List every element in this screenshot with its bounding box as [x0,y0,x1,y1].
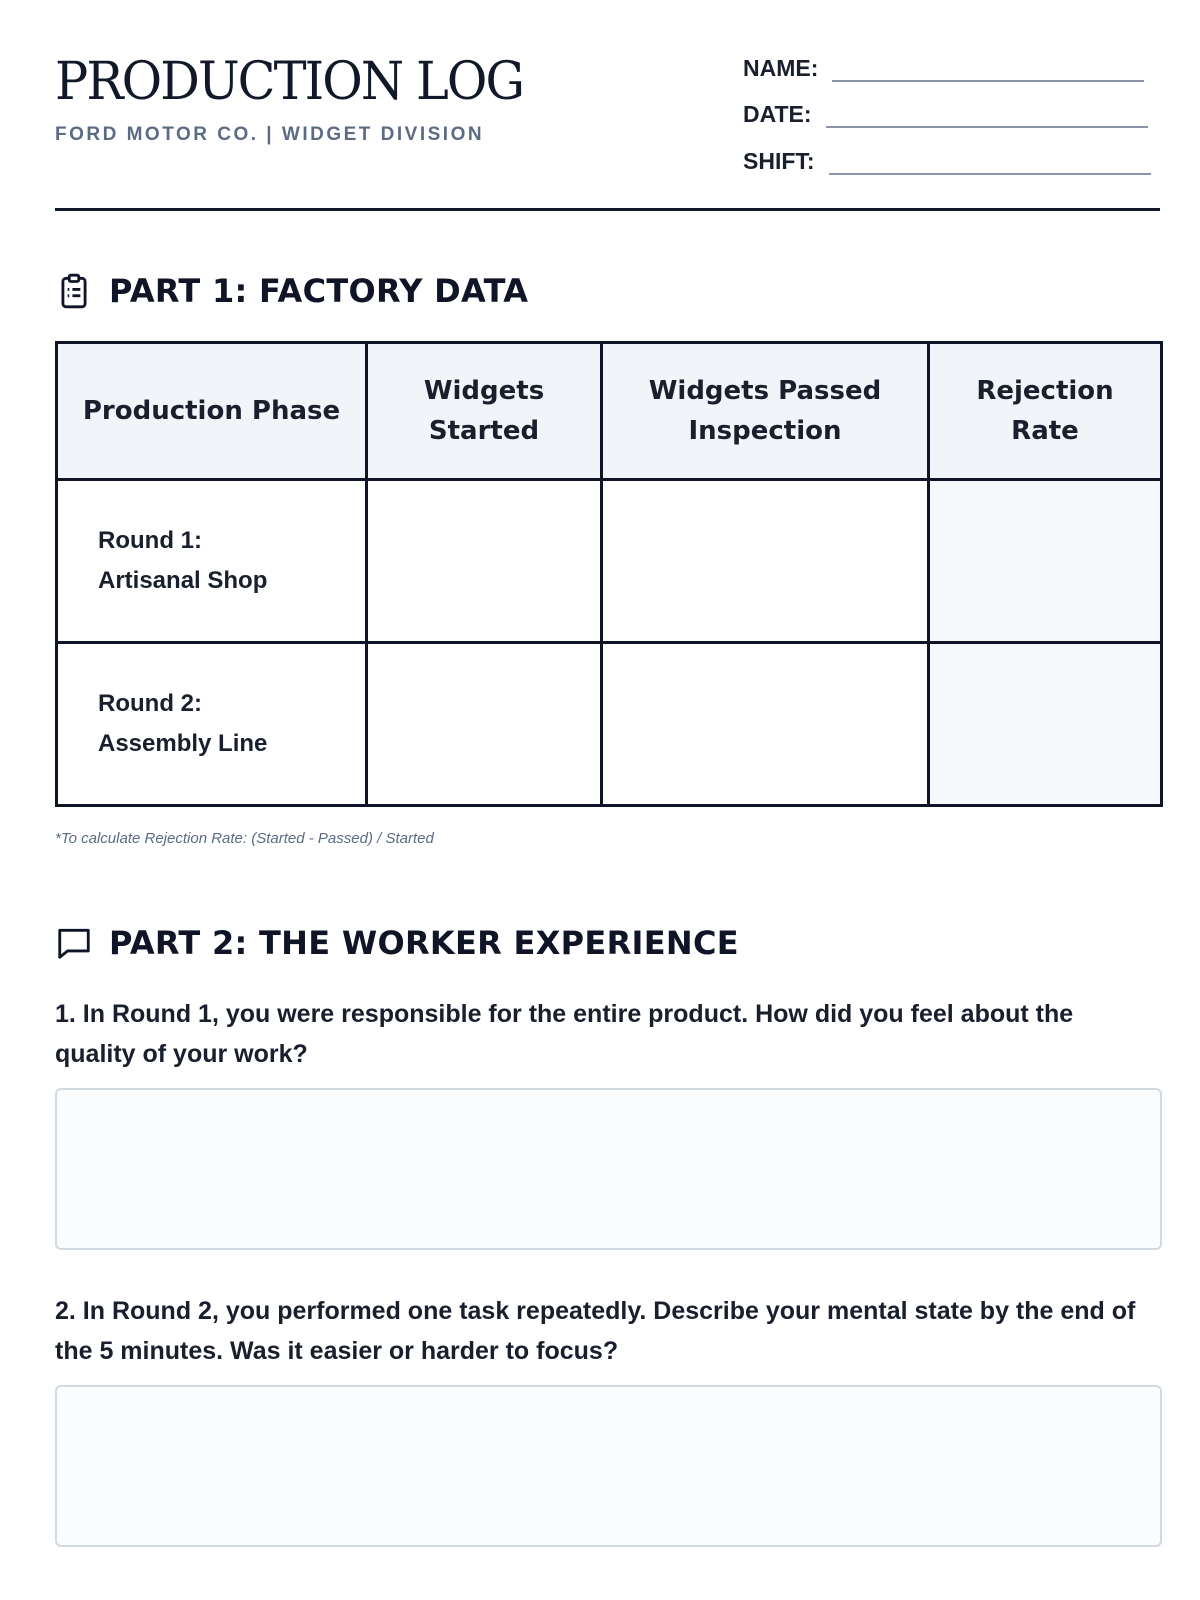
widgets-started-cell[interactable] [367,643,602,806]
clipboard-icon [55,272,93,310]
part2-title: PART 2: THE WORKER EXPERIENCE [109,924,739,962]
answer-box-1[interactable] [55,1088,1162,1250]
date-input[interactable] [826,104,1148,128]
calculation-footnote: *To calculate Rejection Rate: (Started - Passed) / Started [55,830,434,847]
name-input[interactable] [832,58,1144,82]
question-2: 2. In Round 2, you performed one task repeatedly. Describe your mental state by the end of the 5 minutes. Was it easier or harder to focus? [55,1297,1136,1365]
widgets-started-cell[interactable] [367,480,602,643]
speech-bubble-icon [55,924,93,962]
shift-input[interactable] [829,151,1151,175]
col-header-passed: Widgets Passed Inspection [602,343,929,480]
table-row [57,480,1162,643]
answer-box-2[interactable] [55,1385,1162,1547]
date-field [743,101,1148,128]
shift-field [743,148,1151,175]
question-1: 1. In Round 1, you were responsible for the entire product. How did you feel about the quality of your work? [55,1000,1074,1068]
factory-data-table [55,341,1163,807]
page-title: PRODUCTION LOG [55,52,524,112]
phase-cell: Round 1: Artisanal Shop [57,480,367,643]
date-label: DATE: [743,101,812,127]
header-divider [55,208,1160,211]
col-header-phase: Production Phase [57,343,367,480]
part2-heading [55,924,739,962]
rejection-rate-cell[interactable] [929,480,1162,643]
part1-heading [55,272,528,310]
part1-title: PART 1: FACTORY DATA [109,272,529,310]
name-field [743,55,1144,82]
col-header-started: Widgets Started [367,343,602,480]
table-header-row [57,343,1162,480]
shift-label: SHIFT: [743,148,815,174]
widgets-passed-cell[interactable] [602,480,929,643]
page-subtitle: FORD MOTOR CO. | WIDGET DIVISION [55,124,485,145]
col-header-rate: Rejection Rate [929,343,1162,480]
phase-cell: Round 2: Assembly Line [57,643,367,806]
name-label: NAME: [743,55,819,81]
rejection-rate-cell[interactable] [929,643,1162,806]
widgets-passed-cell[interactable] [602,643,929,806]
table-row [57,643,1162,806]
